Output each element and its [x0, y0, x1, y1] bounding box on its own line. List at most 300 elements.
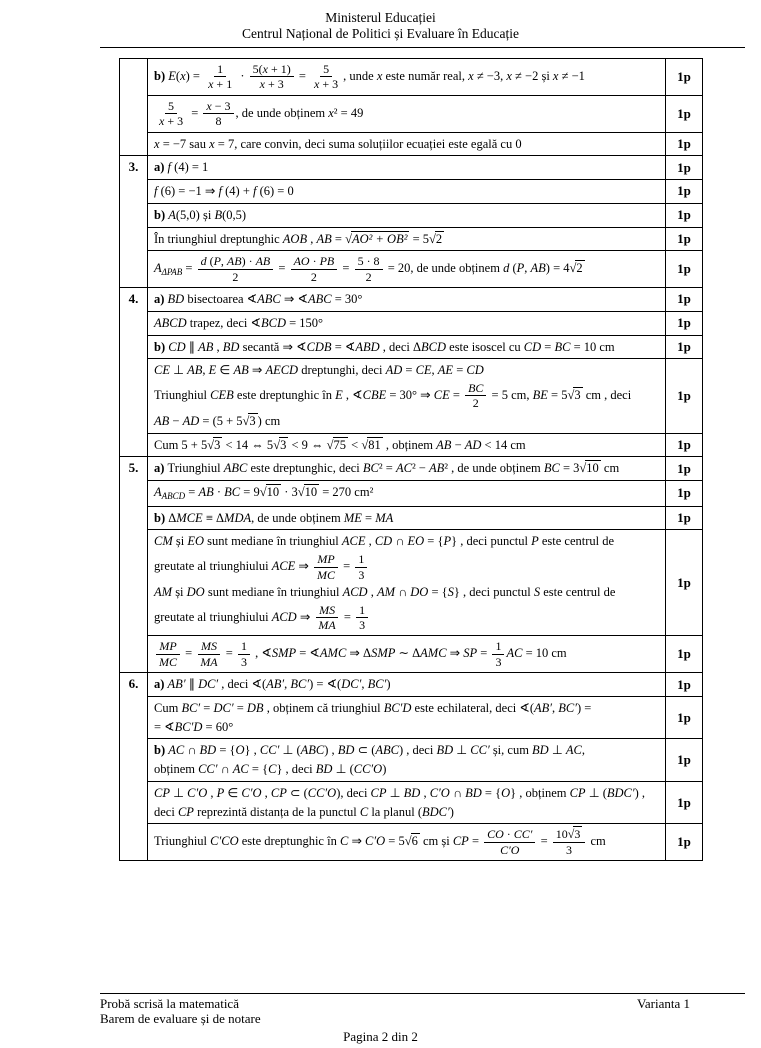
fraction-numerator — [484, 827, 535, 842]
text-run: = 30° — [331, 292, 363, 307]
text-run: ⇒ — [296, 609, 314, 624]
solution-line — [154, 675, 661, 694]
solution-line — [154, 532, 661, 551]
text-run: este echilateral, deci ∢( — [411, 700, 534, 715]
table-row — [148, 530, 702, 636]
text-run: = — [340, 609, 355, 624]
text-run: = — [340, 558, 354, 573]
math-run: BC — [543, 461, 560, 476]
math-run: AD — [464, 437, 482, 452]
text-run: și, cum — [489, 743, 533, 758]
text-run: Triunghiul — [154, 387, 211, 402]
fraction-numerator — [198, 639, 220, 654]
text-run: 3 — [359, 618, 366, 633]
problem-number: 3. — [120, 156, 148, 287]
text-run: ⊥ ( — [332, 762, 354, 777]
text-run: · — [213, 485, 225, 500]
fraction — [203, 99, 233, 129]
solution-line — [154, 583, 661, 602]
text-run: = — [537, 834, 551, 849]
solution-content — [148, 782, 665, 824]
math-run: BD — [403, 785, 421, 800]
footer-exam-title: Probă scrisă la matematică — [100, 995, 239, 1011]
footer-barem-label: Barem de evaluare și de notare — [100, 1011, 261, 1026]
text-run: 3 — [566, 842, 573, 857]
math-run: AB — [198, 485, 214, 500]
fraction — [156, 639, 180, 669]
points-cell — [665, 59, 702, 95]
math-run: AB — [154, 413, 170, 428]
text-run: ) — [382, 762, 387, 777]
text-run: ≡ Δ — [202, 510, 225, 525]
fraction-denominator — [205, 77, 235, 91]
text-run: = 60° — [202, 719, 234, 734]
points-value: 1p — [677, 485, 691, 501]
text-run: ⊥ — [548, 743, 566, 758]
radical-sign: √ — [242, 413, 250, 428]
text-run: cm și — [419, 834, 453, 849]
math-run: CEB — [210, 387, 234, 402]
text-run: · — [503, 827, 514, 842]
text-run: = — [200, 700, 214, 715]
text-run: greutate al triunghiului — [154, 558, 272, 573]
text-run: 1 — [240, 639, 247, 654]
math-run: BD — [315, 762, 333, 777]
text-run: ∥ — [185, 677, 199, 692]
text-run: = — [331, 231, 346, 246]
sqrt-expression — [568, 827, 583, 841]
header-ministry-line: Ministerul Educației — [325, 10, 436, 25]
points-value: 1p — [677, 230, 691, 246]
points-cell — [665, 739, 702, 781]
fraction-numerator — [355, 552, 367, 567]
text-run: + 1 — [213, 77, 233, 92]
text-run: ⊥ ( — [585, 785, 607, 800]
math-run: x — [506, 68, 512, 83]
math-run: BD — [465, 785, 482, 800]
footer-row — [100, 996, 745, 1027]
fraction — [238, 639, 250, 669]
problem-items — [148, 673, 702, 860]
solution-content — [148, 156, 665, 179]
text-run: , — [284, 677, 291, 692]
math-run: B — [214, 207, 223, 222]
text-run: Cum — [154, 700, 182, 715]
points-cell — [665, 782, 702, 824]
math-run: CP — [154, 785, 170, 800]
text-run: , — [213, 339, 223, 354]
math-run: BD — [337, 743, 355, 758]
math-run: AB′ — [167, 677, 186, 692]
math-run: CC′O — [307, 785, 337, 800]
problem-items — [148, 59, 702, 155]
fraction — [198, 254, 274, 284]
points-value: 1p — [677, 183, 691, 199]
math-run: MP — [317, 552, 335, 567]
fraction-denominator — [257, 77, 287, 91]
text-run: și — [172, 584, 187, 599]
solution-content — [148, 228, 665, 251]
radical-sign: √ — [567, 827, 575, 842]
text-run: = 10 cm — [570, 339, 615, 354]
sqrt-expression — [260, 483, 281, 502]
points-value: 1p — [677, 834, 691, 850]
math-run: CC′O — [353, 762, 383, 777]
points-value: 1p — [677, 261, 691, 277]
text-run: = 7, care convin, deci suma soluțiilor ecuației este egală cu 0 — [214, 136, 522, 151]
math-run: DB — [246, 700, 264, 715]
math-run: AB′ — [533, 700, 552, 715]
math-run: AC — [395, 461, 412, 476]
math-run: BCD — [260, 315, 286, 330]
text-run: ⇒ ∢ — [280, 292, 308, 307]
radical-sign: √ — [429, 231, 436, 246]
fraction-denominator — [355, 568, 367, 582]
fraction-denominator — [308, 270, 320, 284]
fraction — [197, 639, 220, 669]
text-run: ⊥ — [453, 743, 471, 758]
sqrt-expression — [361, 436, 382, 455]
text-run: ), deci — [336, 785, 371, 800]
text-run: − — [169, 413, 183, 428]
math-run: CE — [154, 363, 170, 378]
text-run: ( — [206, 254, 214, 269]
fraction-numerator — [165, 99, 177, 114]
math-run: AB — [226, 254, 242, 269]
text-run: ⊥ ( — [279, 743, 301, 758]
math-run: BC — [554, 339, 571, 354]
text-run: ⇒ — [248, 363, 266, 378]
text-run: = −7 sau — [159, 136, 210, 151]
table-problem-row — [120, 673, 702, 860]
math-run: DO — [186, 584, 205, 599]
fraction — [484, 827, 535, 857]
fraction-numerator — [316, 603, 338, 618]
points-cell — [665, 204, 702, 227]
fraction-denominator — [497, 843, 522, 857]
solution-line — [154, 314, 661, 333]
text-run: = — [402, 363, 416, 378]
text-run: 8 — [215, 114, 222, 129]
points-value: 1p — [677, 574, 691, 590]
math-run: CP — [569, 785, 586, 800]
math-run: C′O — [241, 785, 262, 800]
text-run: deci — [154, 804, 178, 819]
table-row — [148, 636, 702, 672]
text-run: ∩ — [392, 534, 408, 549]
text-run: ² , de unde obținem — [444, 461, 544, 476]
text-run: la planul ( — [368, 804, 422, 819]
math-run: BCD — [421, 339, 447, 354]
radicand: 3 — [574, 387, 581, 402]
math-run: DO — [410, 584, 429, 599]
fraction — [291, 254, 338, 284]
points-cell — [665, 507, 702, 530]
points-value: 1p — [677, 709, 691, 725]
math-run: DC′ — [213, 700, 234, 715]
text-run: , — [431, 363, 438, 378]
math-run: AC — [168, 743, 185, 758]
radical-sign: √ — [345, 231, 352, 246]
solution-line — [154, 98, 661, 130]
text-run: ⇒ — [295, 558, 313, 573]
radical-sign: √ — [579, 461, 587, 476]
fraction-numerator — [198, 254, 274, 269]
text-run: , de unde obținem — [251, 510, 344, 525]
text-run: 5 · 8 — [357, 254, 380, 269]
math-run: SMP — [271, 646, 297, 661]
text-run: trapez, deci ∢ — [186, 315, 261, 330]
text-run: cm , deci — [582, 387, 632, 402]
fraction-numerator — [553, 827, 586, 842]
text-run: = ∢ — [331, 339, 356, 354]
text-run: · 3 — [281, 485, 298, 500]
math-run: AE — [437, 363, 454, 378]
text-run: ∼ Δ — [395, 646, 421, 661]
math-run: CC′ — [259, 743, 280, 758]
solution-content — [148, 336, 665, 359]
text-run: ⇒ — [446, 646, 464, 661]
text-run: sunt mediane în triunghiul — [204, 584, 343, 599]
math-run: S — [533, 584, 541, 599]
math-run: AM — [376, 584, 395, 599]
solution-line — [154, 784, 661, 803]
math-run: BC — [362, 461, 379, 476]
item-label: a) — [154, 292, 168, 307]
math-run: MS — [200, 639, 217, 654]
solution-line — [154, 718, 661, 737]
text-run: = 270 cm² — [319, 485, 374, 500]
fraction-numerator — [492, 639, 504, 654]
math-run: CC′ — [470, 743, 490, 758]
text-run: (6) = 0 — [256, 184, 294, 199]
solution-line — [154, 135, 661, 154]
text-run: ∩ — [395, 584, 411, 599]
text-run: (0,5) — [222, 207, 247, 222]
solution-line — [154, 483, 661, 504]
math-run: AB′ — [266, 677, 285, 692]
text-run: = — [233, 700, 247, 715]
math-run: A — [168, 207, 176, 222]
solution-content — [148, 96, 665, 132]
text-run: (4) = 1 — [171, 160, 209, 175]
math-run: C′O — [429, 785, 450, 800]
math-run: P — [516, 261, 525, 276]
text-run: (6) = −1 ⇒ — [157, 184, 219, 199]
math-run: d — [200, 254, 207, 269]
text-run: , — [307, 231, 317, 246]
math-run: BC′ — [558, 700, 577, 715]
table-row — [148, 180, 702, 204]
problem-items — [148, 457, 702, 672]
text-run: ∈ — [216, 363, 234, 378]
math-run: AECD — [265, 363, 299, 378]
text-run: 1 — [217, 62, 224, 76]
math-run: MA — [200, 654, 218, 669]
solution-content — [148, 481, 665, 506]
solution-line — [154, 803, 661, 822]
fraction — [465, 381, 486, 411]
math-run: BC — [468, 381, 484, 396]
text-run: ⇒ — [348, 834, 366, 849]
fraction-numerator — [238, 639, 250, 654]
sqrt-expression — [243, 412, 258, 431]
fraction — [553, 827, 586, 857]
radical-sign: √ — [361, 437, 369, 452]
math-run: MC — [159, 654, 177, 669]
points-value: 1p — [677, 159, 691, 175]
math-run: AB — [530, 261, 546, 276]
fraction — [314, 552, 338, 582]
points-value: 1p — [677, 676, 691, 692]
sqrt-expression — [298, 483, 319, 502]
math-run: x — [314, 77, 320, 92]
solution-line — [154, 760, 661, 779]
text-run: = { — [481, 785, 502, 800]
solution-content — [148, 288, 665, 311]
math-run: BC′ — [181, 700, 201, 715]
text-run: 2 — [472, 396, 479, 411]
math-run: CDB — [306, 339, 332, 354]
text-run: + 3 — [264, 77, 284, 92]
fraction-denominator — [311, 77, 341, 91]
text-run: · — [309, 254, 320, 269]
math-run: ABCD — [154, 315, 187, 330]
math-run: x — [208, 77, 214, 92]
text-run: , deci ∢( — [218, 677, 267, 692]
math-run: DC′ — [341, 677, 362, 692]
text-run: În triunghiul dreptunghic — [154, 231, 283, 246]
solution-content — [148, 312, 665, 335]
text-run: = 10 cm — [522, 646, 567, 661]
math-run: AC — [506, 646, 523, 661]
text-run: cm — [587, 834, 606, 849]
solution-line — [154, 290, 661, 309]
math-run: C′O — [365, 834, 386, 849]
item-label: b) — [154, 743, 169, 758]
math-run: x — [328, 105, 334, 120]
sqrt-expression — [345, 230, 409, 249]
text-run: ∥ — [185, 339, 199, 354]
text-run: sunt mediane în triunghiul — [204, 534, 342, 549]
footer-variant-label: Varianta 1 — [636, 995, 690, 1011]
solution-line — [154, 638, 661, 670]
text-run: = 5 — [385, 834, 405, 849]
text-run: ) = 4 — [545, 261, 570, 276]
document-footer — [100, 993, 745, 1045]
text-run: , — [202, 363, 209, 378]
text-run: , unde — [343, 68, 377, 83]
text-run: ≠ −2 și — [511, 68, 553, 83]
text-run: ( — [509, 261, 517, 276]
text-run: = — [182, 646, 196, 661]
text-run: secantă ⇒ ∢ — [239, 339, 307, 354]
math-run: BC′D — [174, 719, 203, 734]
text-run: ⊥ — [386, 785, 404, 800]
text-run: ∈ — [224, 785, 242, 800]
table-row — [148, 312, 702, 336]
problem-number: 6. — [120, 673, 148, 860]
radicand: AO² + OB² — [351, 231, 408, 246]
text-run: , — [365, 534, 375, 549]
text-run: = — [453, 363, 467, 378]
text-run: Triunghiul — [167, 461, 224, 476]
math-run: BC — [224, 485, 241, 500]
solution-line — [154, 459, 661, 478]
radicand: 10 — [586, 461, 599, 476]
text-run: , — [367, 584, 377, 599]
math-run: f — [167, 160, 172, 175]
points-cell — [665, 359, 702, 432]
fraction-denominator — [470, 396, 482, 410]
math-run: CE — [415, 363, 432, 378]
fraction — [311, 62, 341, 92]
points-cell — [665, 288, 702, 311]
text-run: este număr real, — [382, 68, 469, 83]
text-run: ) cm — [257, 413, 281, 428]
text-run: ≠ −1 — [558, 68, 585, 83]
math-run: f — [154, 184, 158, 199]
table-row — [148, 96, 702, 133]
text-run: ⇒ Δ — [346, 646, 372, 661]
points-cell — [665, 336, 702, 359]
problem-number: 4. — [120, 288, 148, 456]
text-run: , — [524, 261, 531, 276]
math-run: x — [159, 114, 165, 129]
barem-table — [119, 58, 703, 861]
text-run: , — [220, 254, 227, 269]
fraction-numerator — [250, 62, 294, 77]
solution-line — [154, 253, 661, 285]
table-row — [148, 697, 702, 740]
text-run: ² = — [378, 461, 396, 476]
math-run: BD — [532, 743, 549, 758]
fraction — [250, 62, 294, 92]
table-row — [148, 133, 702, 156]
text-run: 5 — [323, 62, 330, 76]
solution-content — [148, 59, 665, 95]
math-run: C — [359, 804, 369, 819]
points-cell — [665, 133, 702, 156]
fraction-numerator — [355, 254, 383, 269]
math-run: MC — [317, 567, 336, 582]
text-run: obținem — [154, 762, 199, 777]
math-run: x — [180, 68, 186, 83]
item-label: b) — [154, 68, 169, 83]
math-run: AB — [429, 461, 445, 476]
text-run: = { — [216, 743, 236, 758]
text-run: = — [541, 339, 555, 354]
points-cell — [665, 96, 702, 132]
points-cell — [665, 180, 702, 203]
math-run: C′O — [500, 842, 520, 857]
fraction — [355, 552, 367, 582]
table-row — [148, 251, 702, 287]
text-run: , ∢ — [342, 387, 363, 402]
points-value: 1p — [677, 338, 691, 354]
math-run: P — [531, 534, 539, 549]
math-run: A — [154, 485, 162, 500]
text-run: − — [451, 437, 465, 452]
sqrt-expression — [273, 436, 288, 455]
fraction-denominator — [315, 618, 338, 632]
text-run: Triunghiul — [154, 834, 211, 849]
solution-content — [148, 251, 665, 287]
points-cell — [665, 636, 702, 672]
text-run: ⊥ — [169, 785, 188, 800]
points-value: 1p — [677, 68, 691, 84]
math-run: BD — [199, 743, 217, 758]
